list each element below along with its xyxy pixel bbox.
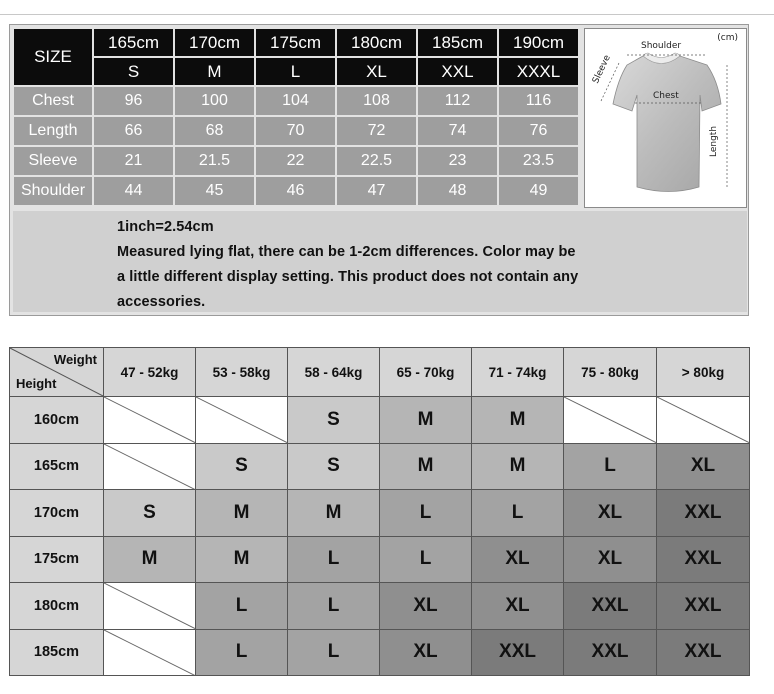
table-cell: 76 (499, 117, 578, 145)
table-row (10, 583, 750, 630)
table-cell: 22 (256, 147, 335, 175)
table-cell: 21.5 (175, 147, 254, 175)
size-cell: S (104, 490, 196, 537)
diagonal-slash (104, 444, 195, 490)
table-row (10, 397, 750, 444)
size-cell: XXL (657, 583, 750, 630)
diagonal-slash (564, 397, 656, 443)
shoulder-label: Shoulder (641, 41, 682, 51)
size-cell: L (288, 536, 380, 583)
cm-header: 170cm (175, 29, 254, 56)
table-cell: 21 (94, 147, 173, 175)
size-cell: M (196, 536, 288, 583)
size-cell: XXL (564, 629, 657, 676)
size-cell: XL (380, 629, 472, 676)
size-cell: XXL (657, 536, 750, 583)
size-cell: M (472, 397, 564, 444)
size-cell: M (380, 397, 472, 444)
cm-header: 165cm (94, 29, 173, 56)
weight-height-corner (10, 348, 104, 397)
size-corner-label: SIZE (14, 29, 92, 85)
size-header: XL (337, 58, 416, 85)
size-cell: M (196, 490, 288, 537)
chest-label: Chest (653, 91, 679, 101)
size-cell: XL (472, 583, 564, 630)
notes-line: Measured lying flat, there can be 1-2cm differences. Color may be (117, 244, 576, 260)
size-cell: XL (657, 443, 750, 490)
table-cell: 49 (499, 177, 578, 205)
height-header: 185cm (10, 629, 104, 676)
table-row (10, 490, 750, 537)
diagonal-slash (657, 397, 749, 443)
diagonal-slash (104, 397, 195, 443)
table-cell: 112 (418, 87, 497, 115)
table-cell: 104 (256, 87, 335, 115)
diagonal-slash (104, 583, 195, 629)
weight-header: 71 - 74kg (472, 348, 564, 397)
table-cell: 23.5 (499, 147, 578, 175)
size-cell: S (288, 397, 380, 444)
row-label-length: Length (14, 117, 92, 145)
table-cell: 48 (418, 177, 497, 205)
notes-line: accessories. (117, 294, 206, 310)
top-divider (0, 14, 774, 15)
size-cell: L (380, 490, 472, 537)
row-label-sleeve: Sleeve (14, 147, 92, 175)
size-cell: S (288, 443, 380, 490)
weight-header: 75 - 80kg (564, 348, 657, 397)
size-cell: L (196, 629, 288, 676)
height-label: Height (16, 376, 57, 391)
height-header: 160cm (10, 397, 104, 444)
table-row (14, 147, 578, 175)
size-header: XXXL (499, 58, 578, 85)
empty-cell (196, 397, 288, 444)
size-cell: S (196, 443, 288, 490)
size-cell: M (472, 443, 564, 490)
table-cell: 72 (337, 117, 416, 145)
table-row (10, 443, 750, 490)
size-cell: M (104, 536, 196, 583)
size-cell: M (380, 443, 472, 490)
table-cell: 45 (175, 177, 254, 205)
notes-line: a little different display setting. This product does not contain any (117, 269, 579, 285)
weight-label: Weight (53, 352, 97, 367)
table-cell: 70 (256, 117, 335, 145)
size-cell: XXL (564, 583, 657, 630)
size-cell: L (472, 490, 564, 537)
cm-header: 185cm (418, 29, 497, 56)
weight-header: 47 - 52kg (104, 348, 196, 397)
empty-cell (104, 583, 196, 630)
size-header: S (94, 58, 173, 85)
size-header: XXL (418, 58, 497, 85)
table-row (14, 87, 578, 115)
empty-cell (657, 397, 750, 444)
row-label-chest: Chest (14, 87, 92, 115)
table-cell: 74 (418, 117, 497, 145)
cm-header: 180cm (337, 29, 416, 56)
size-cell: L (196, 583, 288, 630)
size-cell: XL (472, 536, 564, 583)
cm-header: 175cm (256, 29, 335, 56)
table-row (14, 177, 578, 205)
sleeve-label: Sleeve (591, 53, 613, 86)
table-cell: 22.5 (337, 147, 416, 175)
table-cell: 68 (175, 117, 254, 145)
table-cell: 46 (256, 177, 335, 205)
table-row (14, 117, 578, 145)
empty-cell (104, 629, 196, 676)
size-cell: L (380, 536, 472, 583)
table-cell: 66 (94, 117, 173, 145)
fit-chart-table (9, 347, 750, 676)
weight-header: 65 - 70kg (380, 348, 472, 397)
size-cell: XL (380, 583, 472, 630)
size-cell: L (288, 583, 380, 630)
length-label: Length (709, 125, 719, 157)
size-cell: XXL (472, 629, 564, 676)
table-row (10, 629, 750, 676)
height-header: 165cm (10, 443, 104, 490)
empty-cell (104, 443, 196, 490)
table-cell: 44 (94, 177, 173, 205)
size-cell: L (564, 443, 657, 490)
height-header: 175cm (10, 536, 104, 583)
weight-header: 58 - 64kg (288, 348, 380, 397)
diagonal-slash (196, 397, 287, 443)
size-header: L (256, 58, 335, 85)
weight-header: > 80kg (657, 348, 750, 397)
size-cell: XXL (657, 629, 750, 676)
height-header: 170cm (10, 490, 104, 537)
size-cell: XL (564, 536, 657, 583)
table-cell: 47 (337, 177, 416, 205)
row-label-shoulder: Shoulder (14, 177, 92, 205)
table-cell: 116 (499, 87, 578, 115)
size-chart-panel (9, 24, 749, 316)
conversion-note: 1inch=2.54cm (117, 219, 214, 235)
tshirt-measurement-diagram (584, 28, 747, 208)
fit-header-row (10, 348, 750, 397)
unit-label: (cm) (717, 33, 738, 43)
size-table (12, 27, 580, 207)
empty-cell (104, 397, 196, 444)
notes-box (13, 211, 747, 312)
weight-header: 53 - 58kg (196, 348, 288, 397)
size-cell: XXL (657, 490, 750, 537)
table-cell: 96 (94, 87, 173, 115)
table-cell: 100 (175, 87, 254, 115)
table-cell: 23 (418, 147, 497, 175)
size-cell: XL (564, 490, 657, 537)
size-header: M (175, 58, 254, 85)
size-cell: L (288, 629, 380, 676)
empty-cell (564, 397, 657, 444)
table-row (10, 536, 750, 583)
size-cell: M (288, 490, 380, 537)
cm-header: 190cm (499, 29, 578, 56)
height-header: 180cm (10, 583, 104, 630)
table-cell: 108 (337, 87, 416, 115)
diagonal-slash (104, 630, 195, 676)
